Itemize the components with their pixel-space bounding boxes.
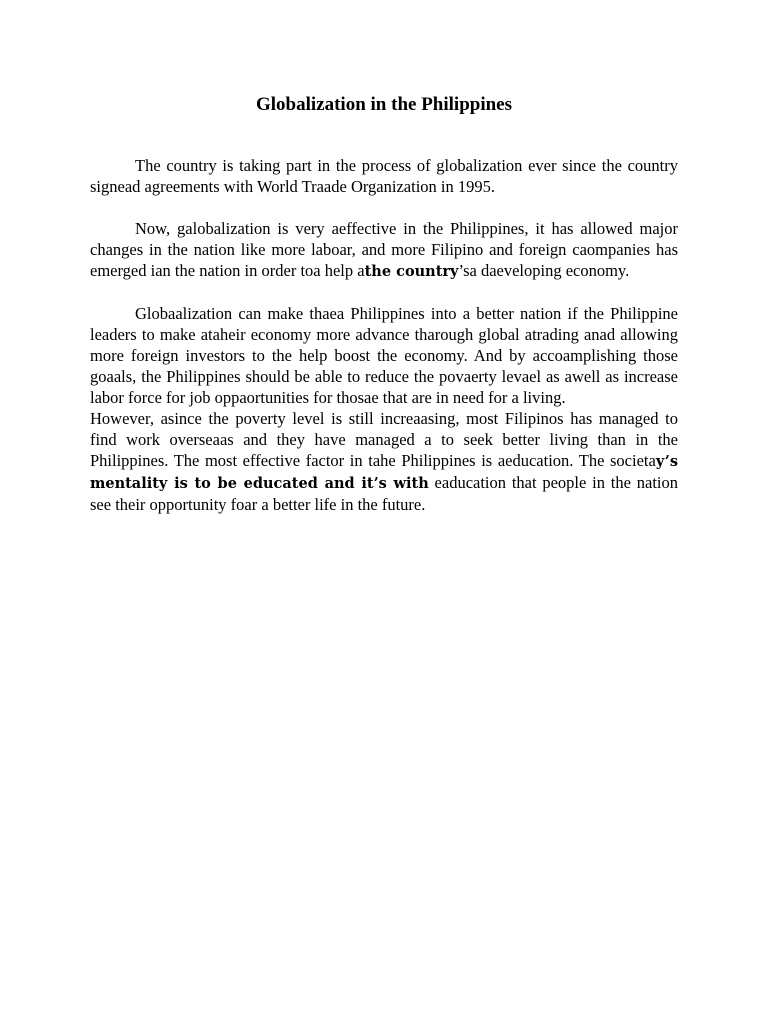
paragraph-3: Globaalization can make thaea Philippines into a better nation if the Philippine leaders to make ataheir economy more advance tharough global atrading anad allowing more foreign investors to the help boost the economy. And by accoamplishing those goaals, the Philippines should be able to reduce the povaerty levael as awell as increase labor force for job oppaortunities for thosae that are in need for a living. xyxy=(90,304,678,407)
paragraph-4 xyxy=(90,408,678,515)
paragraph-2-bold-text: the country xyxy=(364,263,459,280)
document-title: Globalization in the Philippines xyxy=(255,94,513,115)
paragraph-1: The country is taking part in the process of globalization ever since the country signead agreements with World Traade Organization in 1995. xyxy=(90,156,678,196)
paragraph-2-text-end: ’sa daeveloping economy. xyxy=(458,261,630,280)
paragraph-2-text-start: Now, galobalization is very aeffective in the Philippines, it has allowed major changes in the nation like more laboar, and more Filipino and foreign caompanies has emerged ian the nation in order toa help a xyxy=(90,219,678,280)
paragraph-2 xyxy=(90,218,678,282)
paragraph-4-bold-text: y’s mentality is to be educated and it’s with xyxy=(90,453,678,492)
document-body xyxy=(90,155,678,515)
paragraph-4-text-end: eaducation that people in the nation see their opportunity foar a better life in the future. xyxy=(90,473,678,514)
paragraph-4-text-start: However, asince the poverty level is still increaasing, most Filipinos has managed to find work overseaas and they have managed a to seek better living than in the Philippines. The most effective factor in tahe Philippines is aeducation. The societa xyxy=(90,409,678,470)
